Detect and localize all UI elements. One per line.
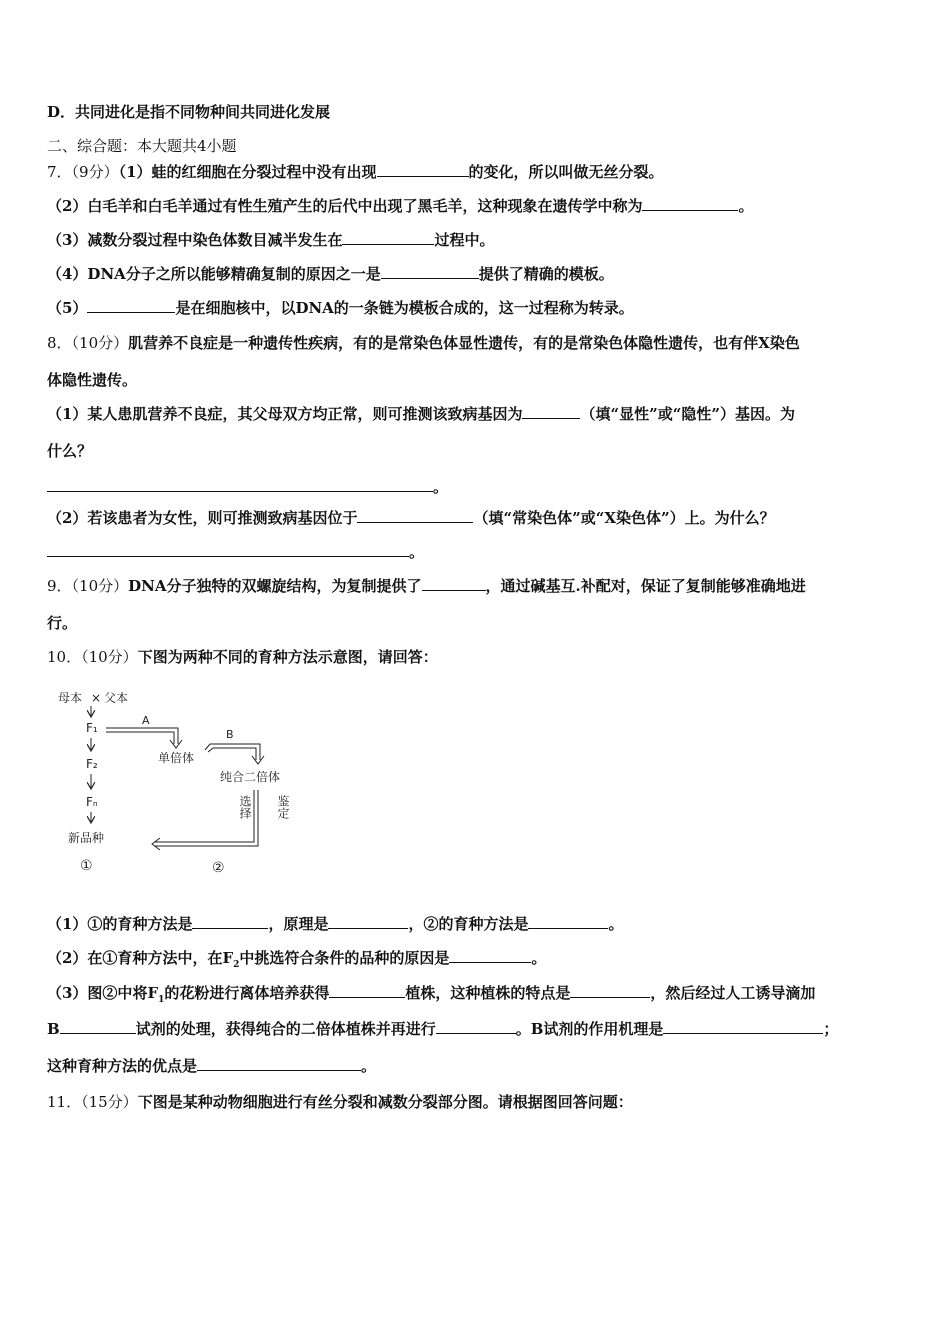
question-text: B — [47, 1020, 60, 1038]
question-10 — [47, 647, 438, 667]
question-11 — [47, 1092, 633, 1112]
mother-label: 母本 — [58, 691, 83, 705]
question-text: （2）若该患者为女性，则可推测致病基因位于 — [47, 509, 358, 527]
question-score: （15分） — [81, 1093, 138, 1111]
question-text: 提供了精确的模板。 — [478, 265, 614, 283]
question-score: （10分） — [71, 334, 129, 352]
breeding-diagram — [50, 688, 300, 880]
question-8-part-2 — [47, 508, 775, 528]
question-7-part-2 — [47, 196, 753, 216]
question-text: （1）蛙的红细胞在分裂过程中没有出现 — [118, 163, 377, 181]
question-text: 。 — [433, 478, 449, 496]
question-text: ，然后经过人工诱导滴加 — [650, 984, 816, 1002]
question-8-part-1-answer — [47, 477, 448, 497]
question-score: （10分） — [81, 648, 138, 666]
select-label: 选择 — [228, 795, 252, 809]
question-9 — [47, 576, 806, 596]
question-text: 是在细胞核中，以DNA的一条链为模板合成的，这一过程称为转录。 — [175, 299, 634, 317]
question-text: ，原理是 — [268, 915, 329, 933]
option-d — [47, 102, 330, 122]
question-8 — [47, 333, 800, 353]
question-text: DNA分子独特的双螺旋结构，为复制提供了 — [128, 577, 422, 595]
cross-symbol: × — [91, 691, 102, 705]
question-text: 试剂的处理，获得纯合的二倍体植株并再进行 — [135, 1020, 436, 1038]
answer-blank[interactable] — [663, 1019, 823, 1034]
method-1-label: ① — [80, 858, 93, 874]
method-2-label: ② — [212, 860, 225, 876]
path-b-label: B — [226, 728, 234, 741]
question-text: 。 — [361, 1057, 377, 1075]
question-7-part-5 — [47, 298, 634, 318]
path-b-arrow — [205, 744, 260, 760]
answer-blank[interactable] — [342, 230, 434, 245]
question-7 — [47, 162, 664, 182]
f2-label: F₂ — [86, 757, 98, 771]
question-10-part-2 — [47, 948, 546, 975]
pure-diploid-label: 纯合二倍体 — [220, 770, 281, 784]
question-score: （10分） — [71, 577, 129, 595]
question-text: （5） — [47, 299, 88, 317]
question-text: 。 — [608, 915, 624, 933]
question-number: 10． — [47, 648, 82, 666]
answer-blank[interactable] — [87, 298, 175, 313]
path-a-arrowhead — [170, 740, 182, 748]
question-text: 。 — [531, 949, 547, 967]
question-8-part-2-answer — [47, 542, 424, 562]
answer-blank[interactable] — [642, 196, 738, 211]
answer-blank[interactable] — [422, 576, 486, 591]
question-9-cont: 行。 — [47, 614, 78, 632]
question-number: 7． — [47, 163, 72, 181]
return-arrowhead — [152, 838, 160, 850]
section-heading: 二、综合题：本大题共4小题 — [47, 137, 237, 155]
question-8-cont: 体隐性遗传。 — [47, 371, 138, 389]
question-text: 。 — [738, 197, 754, 215]
question-text: 过程中。 — [434, 231, 495, 249]
question-text: （3）减数分裂过程中染色体数目减半发生在 — [47, 231, 343, 249]
question-text: 。B试剂的作用机理是 — [515, 1020, 664, 1038]
question-text: （1）某人患肌营养不良症，其父母双方均正常，则可推测该致病基因为 — [47, 405, 523, 423]
answer-blank[interactable] — [328, 914, 408, 929]
question-text: 肌营养不良症是一种遗传性疾病，有的是常染色体显性遗传，有的是常染色体隐性遗传，也有伴X染色 — [128, 334, 800, 352]
answer-blank[interactable] — [60, 1019, 136, 1034]
question-10-part-1 — [47, 914, 624, 934]
question-7-part-3 — [47, 230, 494, 250]
question-text: ； — [823, 1020, 839, 1038]
question-7-part-4 — [47, 264, 614, 284]
fn-label: Fₙ — [86, 795, 98, 809]
haploid-label: 单倍体 — [158, 751, 195, 765]
path-a-label: A — [142, 714, 150, 727]
answer-blank[interactable] — [528, 914, 608, 929]
question-8-part-1-cont: 什么？ — [47, 442, 93, 460]
answer-blank[interactable] — [47, 477, 433, 492]
path-a-arrow — [106, 732, 174, 744]
subscript: 2 — [233, 960, 240, 970]
answer-blank[interactable] — [436, 1019, 516, 1034]
father-label: 父本 — [104, 691, 129, 705]
question-text: 下图为两种不同的育种方法示意图，请回答： — [137, 648, 438, 666]
question-10-part-3-end — [47, 1056, 376, 1076]
question-text: 的花粉进行离体培养获得 — [164, 984, 330, 1002]
question-number: 9． — [47, 577, 72, 595]
question-10-part-3-cont — [47, 1019, 838, 1039]
new-variety-label: 新品种 — [68, 831, 105, 845]
question-text: 下图是某种动物细胞进行有丝分裂和减数分裂部分图。请根据图回答问题： — [137, 1093, 633, 1111]
answer-blank[interactable] — [570, 983, 650, 998]
answer-blank[interactable] — [377, 162, 469, 177]
question-score: （9分） — [71, 163, 119, 181]
answer-blank[interactable] — [357, 508, 473, 523]
question-text: 。 — [409, 543, 425, 561]
question-text: （1）①的育种方法是 — [47, 915, 193, 933]
answer-blank[interactable] — [192, 914, 268, 929]
question-text: （填“显性”或“隐性”）基因。为 — [580, 405, 795, 423]
f1-label: F₁ — [86, 721, 98, 735]
question-text: ，通过碱基互.补配对，保证了复制能够准确地进 — [485, 577, 806, 595]
path-a-arrow — [106, 728, 178, 744]
answer-blank[interactable] — [449, 948, 531, 963]
question-8-part-1 — [47, 404, 795, 424]
path-b-arrowhead — [252, 756, 264, 764]
question-text: （2）白毛羊和白毛羊通过有性生殖产生的后代中出现了黑毛羊，这种现象在遗传学中称为 — [47, 197, 643, 215]
answer-blank[interactable] — [522, 404, 580, 419]
question-text: 这种育种方法的优点是 — [47, 1057, 198, 1075]
question-text: 中挑选符合条件的品种的原因是 — [239, 949, 450, 967]
answer-blank[interactable] — [47, 542, 409, 557]
subscript: 1 — [158, 995, 165, 1005]
question-text: （2）在①育种方法中，在F — [47, 949, 234, 967]
question-number: 8． — [47, 334, 72, 352]
identify-label: 鉴定 — [266, 795, 290, 809]
question-text: （3）图②中将F — [47, 984, 159, 1002]
answer-blank[interactable] — [329, 983, 405, 998]
answer-blank[interactable] — [381, 264, 479, 279]
question-number: 11． — [47, 1093, 82, 1111]
question-text: （填“常染色体”或“X染色体”）上。为什么？ — [473, 509, 775, 527]
option-text: ．共同进化是指不同物种间共同进化发展 — [60, 103, 331, 121]
question-text: （4）DNA分子之所以能够精确复制的原因之一是 — [47, 265, 381, 283]
path-b-arrow — [208, 748, 256, 760]
question-text: 植株，这种植株的特点是 — [405, 984, 571, 1002]
option-letter: D — [47, 103, 61, 121]
question-text: 的变化，所以叫做无丝分裂。 — [468, 163, 664, 181]
answer-blank[interactable] — [197, 1056, 361, 1071]
question-10-part-3 — [47, 983, 815, 1010]
question-text: ，②的育种方法是 — [408, 915, 529, 933]
